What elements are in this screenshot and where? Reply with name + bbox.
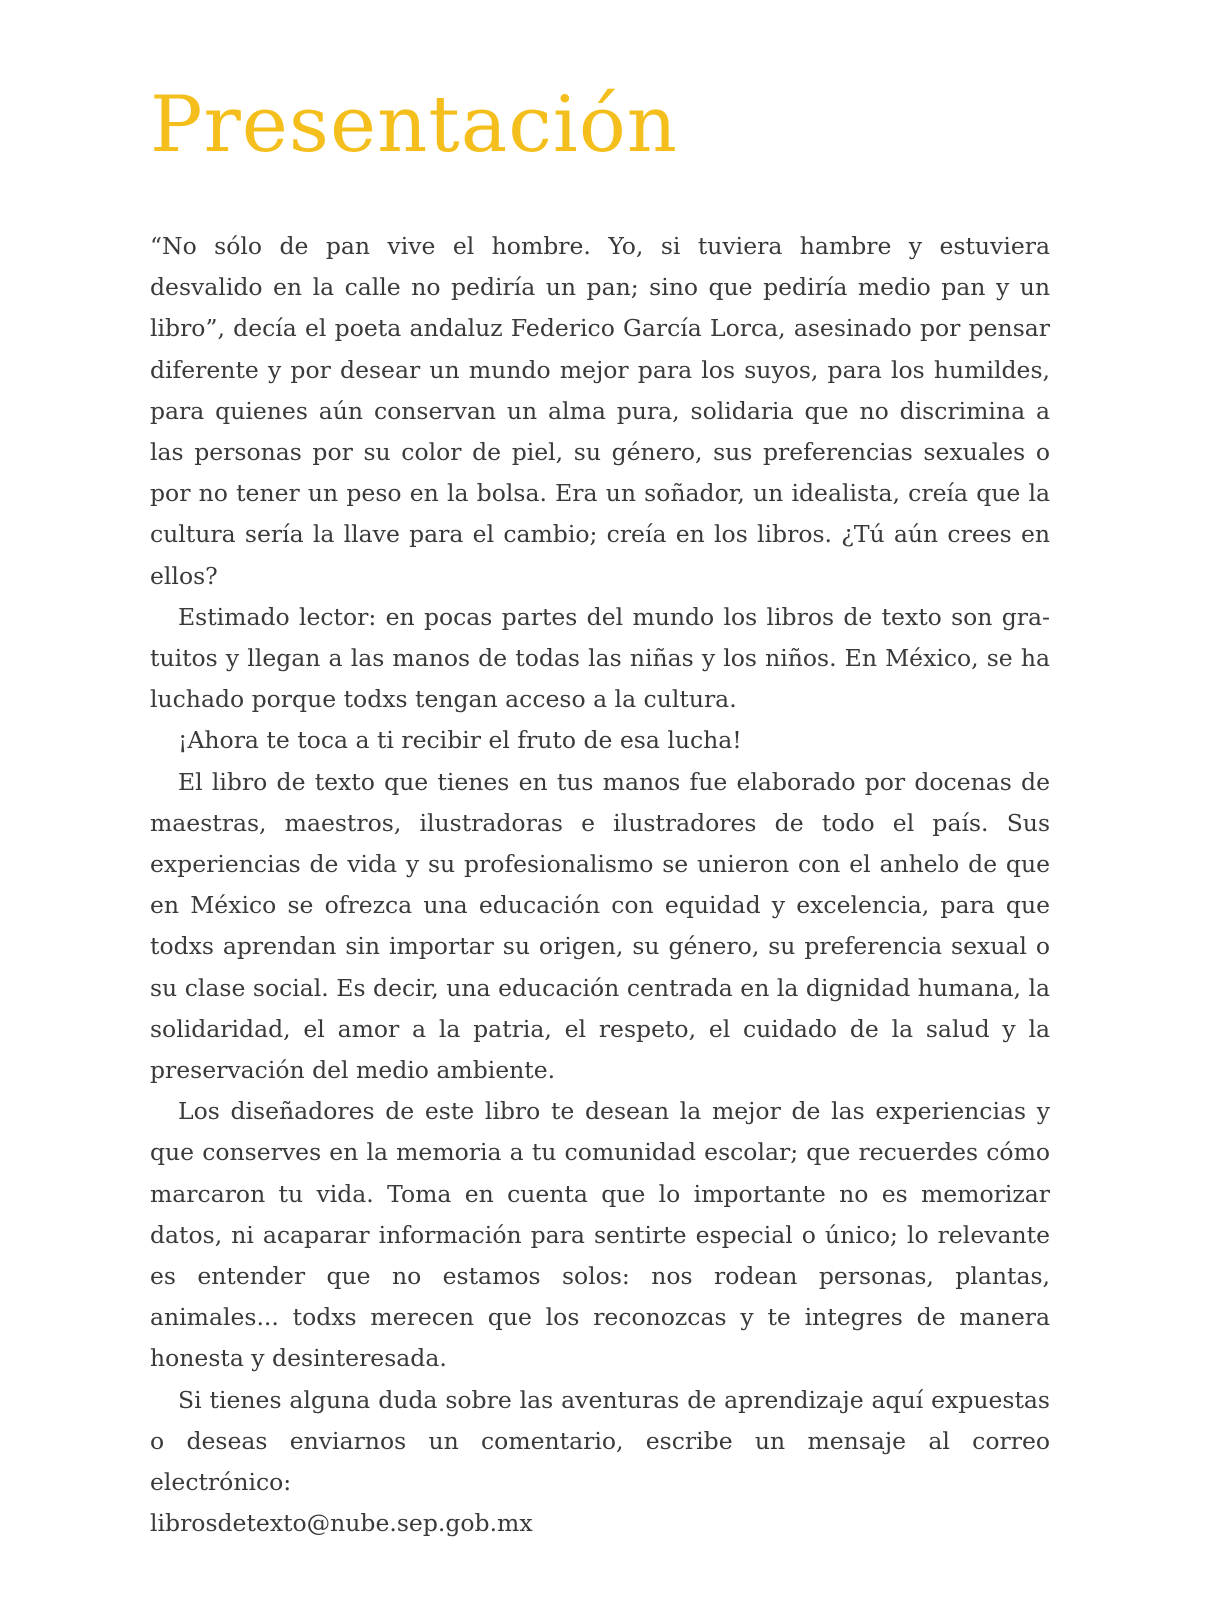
paragraph-lorca-quote: “No sólo de pan vive el hombre. Yo, si tuviera hambre y estuviera desvalido en la calle no pediría un pan; sino que pediría medio pan y un libro”, decía el poeta andaluz Federico García Lorca, asesinado por pensar diferente y por desear un mundo mejor para los suyos, para los humildes, para quienes aún conservan un alma pura, solidaria que no discrimina a las personas por su color de piel, su género, sus preferencias sexuales o por no tener un peso en la bolsa. Era un soñador, un idealista, creía que la cultura sería la llave para el cambio; creía en los libros. ¿Tú aún crees en ellos? [150, 232, 1050, 590]
paragraph-disenadores: Los diseñadores de este libro te desean la mejor de las experiencias y que conserves en la memoria a tu comunidad escolar; que recuerdes cómo marcaron tu vida. Toma en cuenta que lo importante no es memorizar datos, ni acaparar información para sentirte especial o único; lo relevante es entender que no estamos solos: nos rodean personas, plantas, animales... todxs merecen que los reconozcas y te integres de manera honesta y desinteresada. [150, 1097, 1050, 1373]
page-title: Presentación [150, 80, 679, 170]
page [150, 72, 1050, 1545]
paragraph-ahora-te-toca: ¡Ahora te toca a ti recibir el fruto de esa lucha! [178, 726, 742, 755]
paragraph-contacto: Si tienes alguna duda sobre las aventuras de aprendizaje aquí expuestas o deseas enviarnos un comentario, escribe un mensaje al correo electrónico: [150, 1385, 1050, 1497]
paragraph-libro-de-texto: El libro de texto que tienes en tus manos fue elaborado por docenas de maestras, maestros, ilustradoras e ilustradores de todo el país. Sus experiencias de vida y su profesionalismo se unieron con el anhelo de que en México se ofrezca una educación con equidad y excelencia, para que todxs aprendan sin importar su origen, su género, su preferencia sexual o su clase social. Es decir, una educación centrada en la dignidad humana, la solidaridad, el amor a la patria, el respeto, el cuidado de la salud y la preservación del medio ambiente. [150, 767, 1050, 1085]
presentation-body [150, 226, 1050, 1545]
paragraph-estimado-lector: Estimado lector: en pocas partes del mundo los libros de texto son gratuitos y llegan a las manos de todas las niñas y los niños. En México, se ha luchado porque todxs tengan acceso a la cultura. [150, 602, 1050, 714]
contact-email[interactable]: librosdetexto@nube.sep.gob.mx [150, 1509, 533, 1538]
